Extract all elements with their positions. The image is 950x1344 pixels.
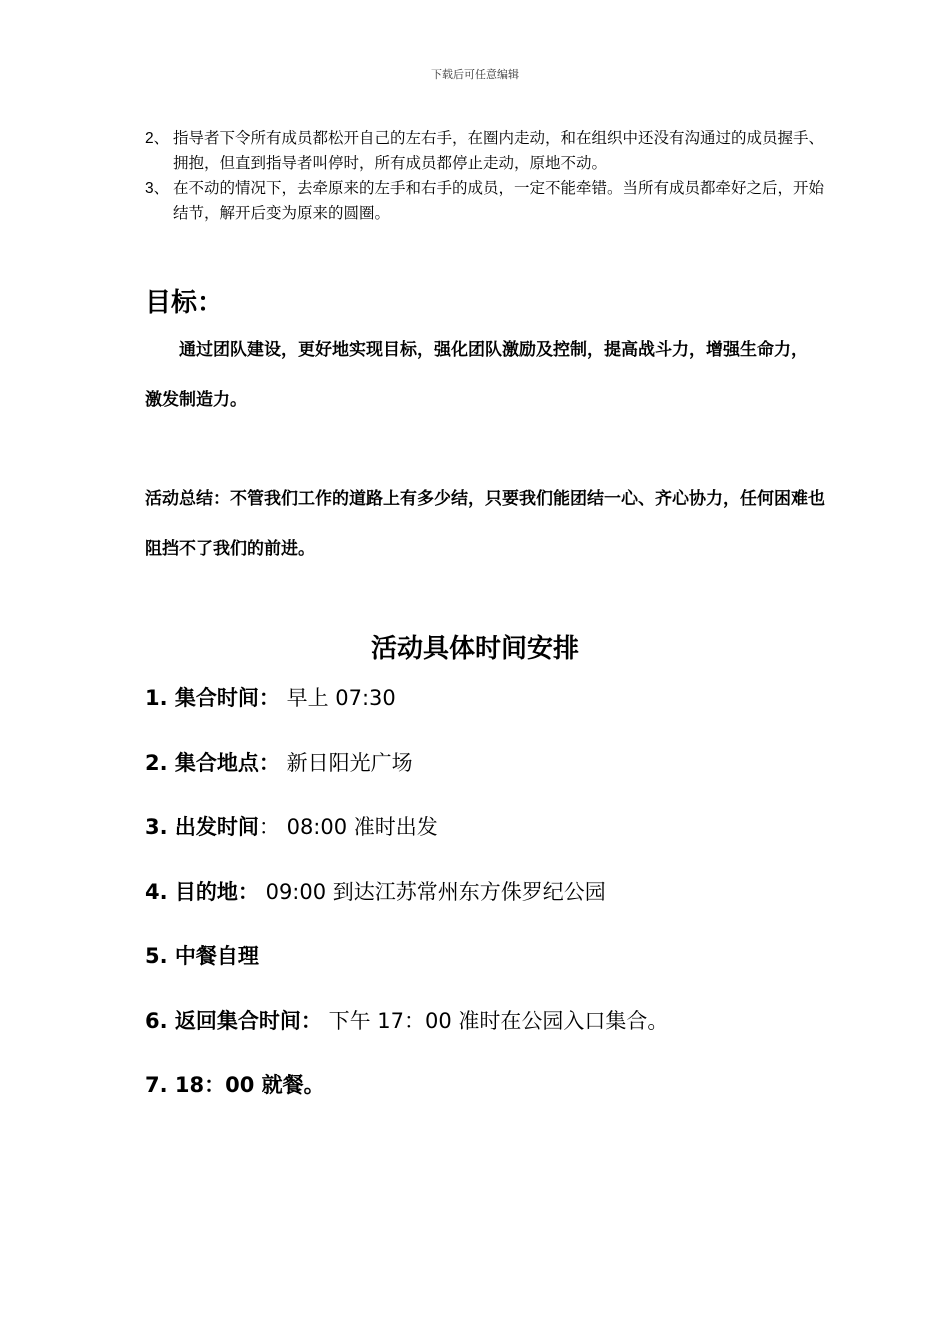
schedule-item <box>145 877 845 907</box>
step-number: 3、 <box>145 180 170 197</box>
step-item <box>145 176 825 226</box>
schedule-item <box>145 1006 845 1036</box>
schedule-label: 4. 目的地： <box>145 880 259 904</box>
schedule-item <box>145 748 845 778</box>
schedule-label: 6. 返回集合时间： <box>145 1009 322 1033</box>
step-item <box>145 126 825 176</box>
schedule-item <box>145 683 845 713</box>
steps-list <box>145 126 825 226</box>
schedule-label: 7. 18：00 就餐。 <box>145 1073 325 1097</box>
schedule-label: 3. 出发时间 <box>145 815 259 839</box>
step-text: 指导者下令所有成员都松开自己的左右手，在圈内走动，和在组织中还没有沟通过的成员握手、拥抱，但直到指导者叫停时，所有成员都停止走动，原地不动。 <box>173 130 825 172</box>
schedule-value: 09:00 到达江苏常州东方侏罗纪公园 <box>258 880 606 904</box>
schedule-label: 2. 集合地点： <box>145 751 280 775</box>
schedule-value: 下午 17：00 准时在公园入口集合。 <box>321 1009 669 1033</box>
step-number: 2、 <box>145 130 170 147</box>
schedule-item <box>145 812 845 842</box>
goal-text: 通过团队建设，更好地实现目标，强化团队激励及控制，提高战斗力，增强生命力，激发制造力。 <box>145 340 808 410</box>
step-text: 在不动的情况下，去牵原来的左手和右手的成员，一定不能牵错。当所有成员都牵好之后，开始结节，解开后变为原来的圆圈。 <box>173 180 825 222</box>
activity-summary: 活动总结：不管我们工作的道路上有多少结，只要我们能团结一心、齐心协力，任何困难也阻挡不了我们的前进。 <box>145 489 825 559</box>
schedule-item <box>145 941 845 971</box>
schedule-value: 早上 07:30 <box>279 686 396 710</box>
schedule-label: 1. 集合时间： <box>145 686 280 710</box>
schedule-label: 5. 中餐自理 <box>145 944 259 968</box>
goal-heading: 目标： <box>145 288 224 318</box>
schedule-item <box>145 1070 845 1100</box>
schedule-title: 活动具体时间安排 <box>370 634 579 664</box>
schedule-value: 新日阳光广场 <box>279 751 413 775</box>
schedule-value: ： 08:00 准时出发 <box>258 815 438 839</box>
header-note: 下载后可任意编辑 <box>431 68 519 81</box>
